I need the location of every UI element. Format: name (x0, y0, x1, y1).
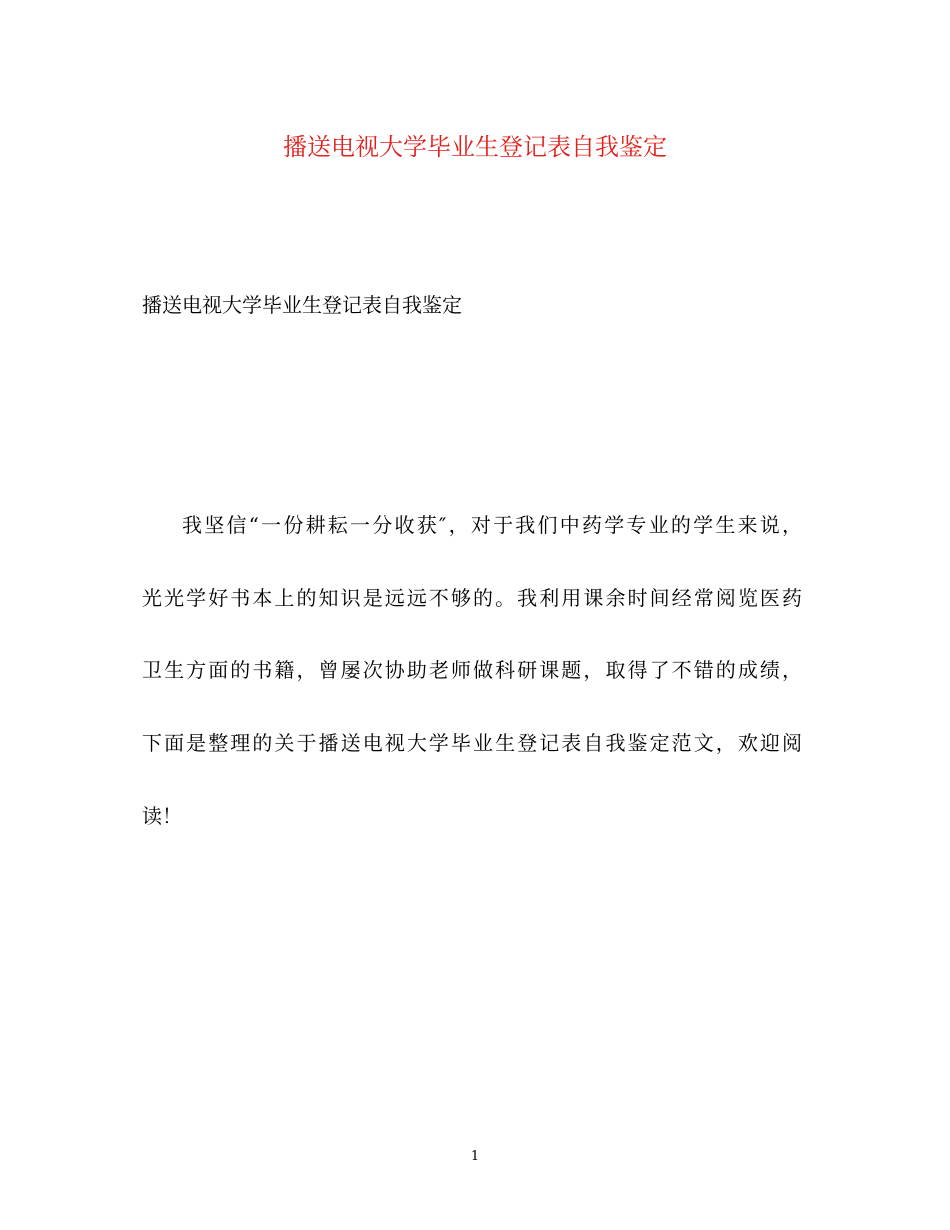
page-number: 1 (470, 1149, 480, 1164)
paragraph-line: 光光学好书本上的知识是远远不够的。我利用课余时间经常阅览医药 (142, 586, 802, 610)
document-title: 播送电视大学毕业生登记表自我鉴定 (283, 133, 667, 161)
paragraph-line: 下面是整理的关于播送电视大学毕业生登记表自我鉴定范文，欢迎阅 (142, 731, 802, 755)
document-subtitle: 播送电视大学毕业生登记表自我鉴定 (142, 293, 462, 317)
paragraph-line: 我坚信“一份耕耘一分收获″，对于我们中药学专业的学生来说， (182, 513, 802, 537)
paragraph-line: 卫生方面的书籍，曾屡次协助老师做科研课题，取得了不错的成绩， (142, 658, 802, 682)
paragraph-line: 读！ (142, 804, 182, 828)
